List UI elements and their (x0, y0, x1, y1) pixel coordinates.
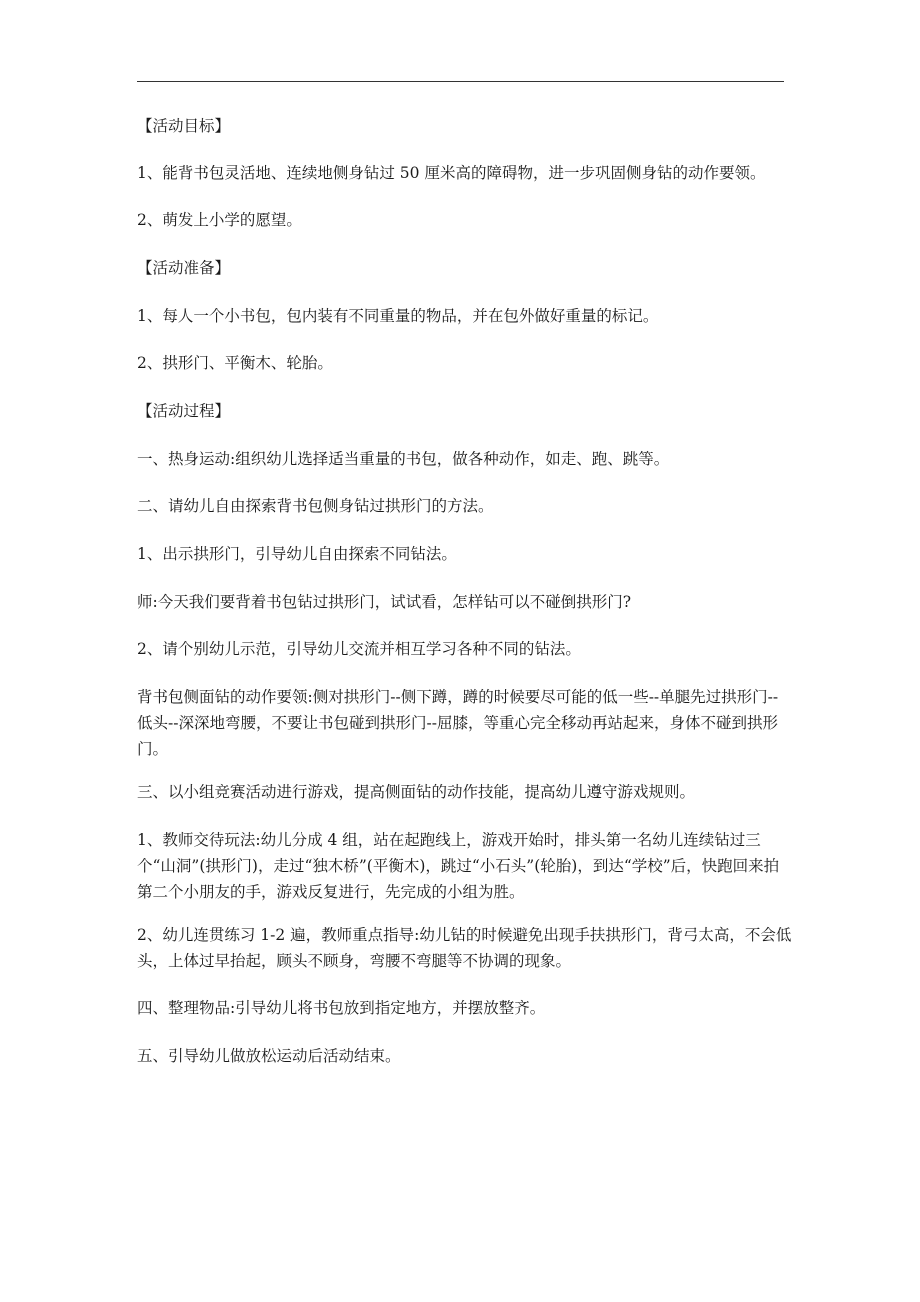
header-divider (137, 81, 784, 82)
process-step-2-item-1: 1、出示拱形门，引导幼儿自由探索不同钻法。 (137, 545, 457, 563)
section-heading-preparation: 【活动准备】 (137, 259, 231, 277)
process-step-5: 五、引导幼儿做放松运动后活动结束。 (137, 1047, 401, 1065)
process-step-3-item-1: 1、教师交待玩法:幼儿分成 4 组，站在起跑线上，游戏开始时，排头第一名幼儿连续钻过三个“山洞”(拱形门)，走过“独木桥”(平衡木)，跳过“小石头”(轮胎)，到达“学校”后，快跑回来拍第二个小朋友的手，游戏反复进行，先完成的小组为胜。 (137, 831, 780, 901)
process-step-2-item-2: 2、请个别幼儿示范，引导幼儿交流并相互学习各种不同的钻法。 (137, 640, 581, 658)
teacher-dialogue: 师:今天我们要背着书包钻过拱形门，试试看，怎样钻可以不碰倒拱形门? (137, 593, 632, 611)
process-step-2: 二、请幼儿自由探索背书包侧身钻过拱形门的方法。 (137, 497, 494, 515)
preparation-item-2: 2、拱形门、平衡木、轮胎。 (137, 354, 333, 372)
goal-item-1: 1、能背书包灵活地、连续地侧身钻过 50 厘米高的障碍物，进一步巩固侧身钻的动作要领。 (137, 164, 766, 182)
movement-essentials: 背书包侧面钻的动作要领:侧对拱形门--侧下蹲，蹲的时候要尽可能的低一些--单腿先过拱形门--低头--深深地弯腰，不要让书包碰到拱形门--屈膝，等重心完全移动再站起来，身体不碰到拱形门。 (137, 688, 779, 758)
preparation-item-1: 1、每人一个小书包，包内装有不同重量的物品，并在包外做好重量的标记。 (137, 307, 659, 325)
section-heading-goals: 【活动目标】 (137, 117, 231, 135)
process-step-1: 一、热身运动:组织幼儿选择适当重量的书包，做各种动作，如走、跑、跳等。 (137, 450, 670, 468)
section-heading-process: 【活动过程】 (137, 402, 231, 420)
goal-item-2: 2、萌发上小学的愿望。 (137, 211, 302, 229)
process-step-3-item-2: 2、幼儿连贯练习 1-2 遍，教师重点指导:幼儿钻的时候避免出现手扶拱形门，背弓太高，不会低头，上体过早抬起，顾头不顾身，弯腰不弯腿等不协调的现象。 (137, 926, 792, 970)
process-step-3: 三、以小组竞赛活动进行游戏，提高侧面钻的动作技能，提高幼儿遵守游戏规则。 (137, 783, 696, 801)
process-step-4: 四、整理物品:引导幼儿将书包放到指定地方，并摆放整齐。 (137, 999, 546, 1017)
